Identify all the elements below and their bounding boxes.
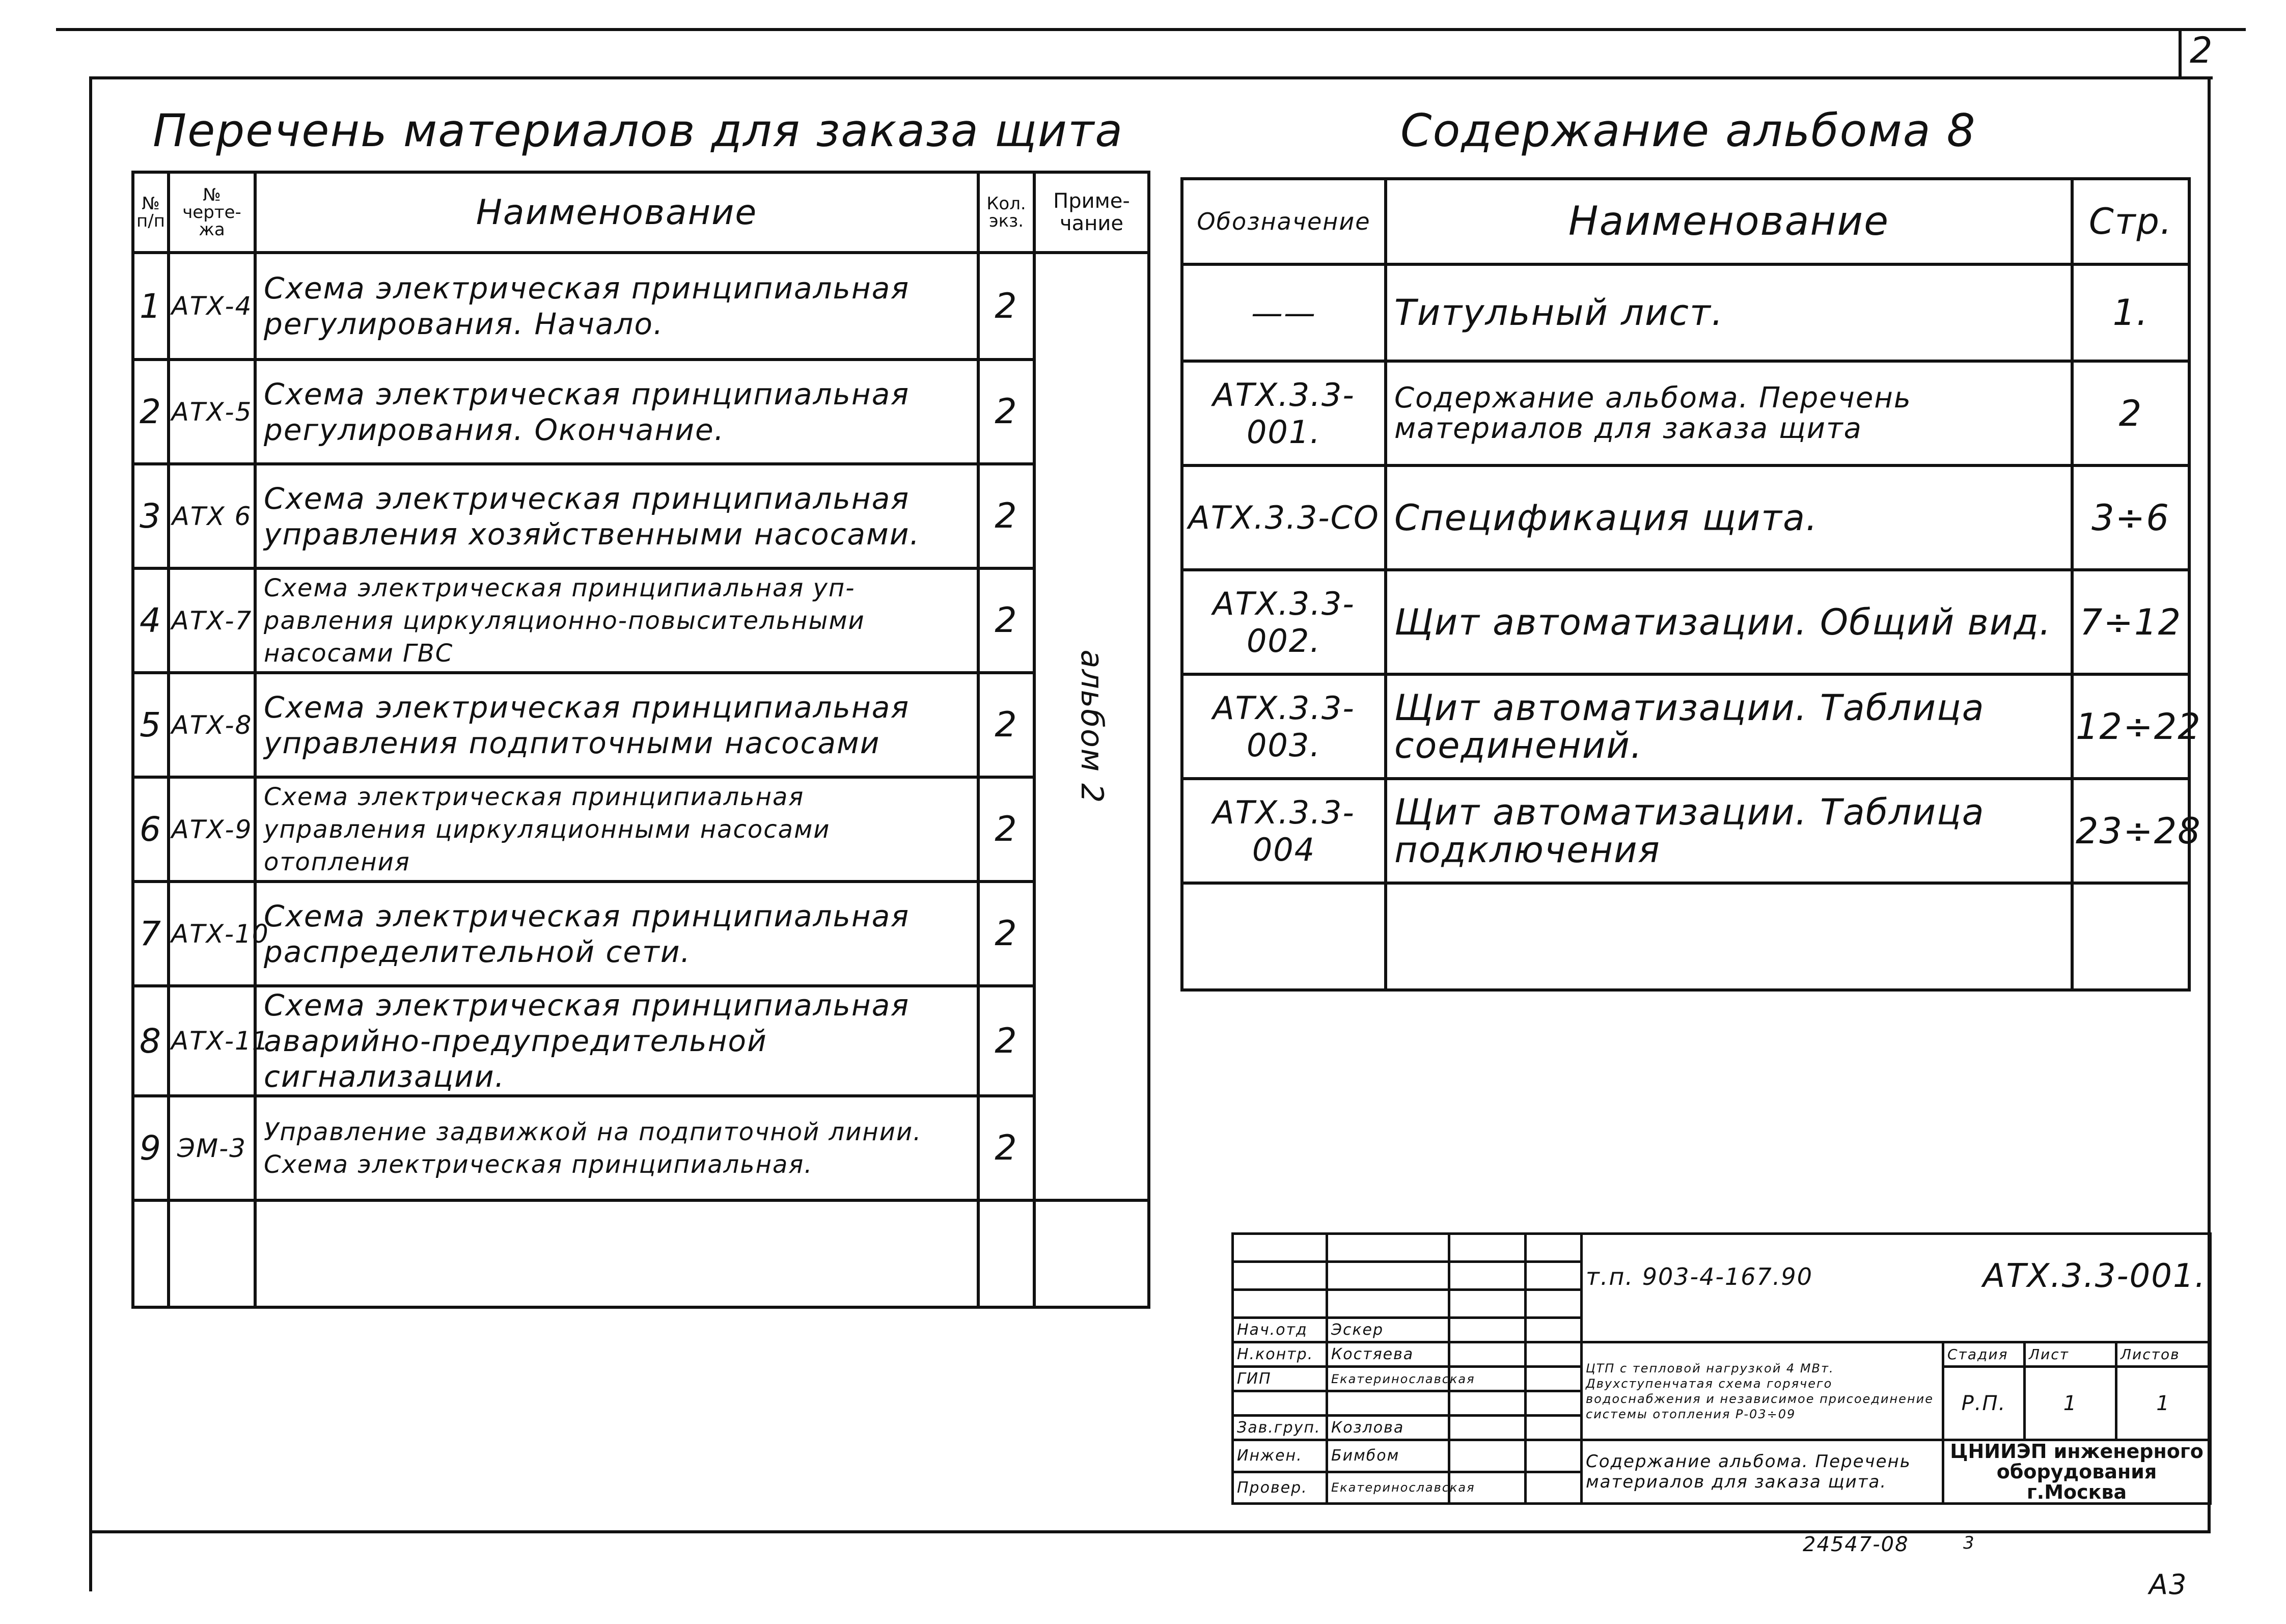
sheet-number-box-left	[2179, 28, 2182, 76]
table-row	[133, 986, 1149, 1096]
tb-role: Инжен.	[1233, 1440, 1327, 1472]
empty-cell	[255, 1200, 978, 1307]
tb-role: Н.контр.	[1233, 1342, 1327, 1367]
header-note: Приме- чание	[1034, 172, 1149, 253]
row-name: Схема электрическая принципиальная регулирования. Начало.	[255, 253, 978, 360]
table-row	[133, 568, 1149, 673]
row-name: Схема электрическая принципиальная распределительной сети.	[255, 882, 978, 986]
left-margin-line	[89, 1530, 92, 1591]
tb-empty	[1327, 1234, 1449, 1262]
tb-empty	[1449, 1262, 1526, 1290]
row-num: 3	[133, 464, 169, 568]
row-name: Управление задвижкой на подпиточной линии. Схема электрическая принципиальная.	[255, 1096, 978, 1200]
header-drawing: № черте- жа	[169, 172, 255, 253]
tb-signature	[1449, 1416, 1526, 1440]
table-row	[1182, 361, 2189, 465]
table-row-empty	[133, 1200, 1149, 1307]
empty-cell	[1386, 883, 2072, 990]
tb-date	[1526, 1472, 1582, 1504]
row-qty: 2	[978, 1096, 1034, 1200]
row-code: АТХ-9	[169, 777, 255, 882]
tb-empty	[1526, 1262, 1582, 1290]
row-code: АТХ 6	[169, 464, 255, 568]
tb-empty	[1582, 1318, 2211, 1342]
frame-inner-top-line	[89, 76, 2213, 79]
tb-role	[1233, 1391, 1327, 1416]
row-code: АТХ-11	[169, 986, 255, 1096]
contents-table	[1180, 177, 2201, 992]
sheet-number: 2	[2190, 30, 2214, 71]
row-num: 7	[133, 882, 169, 986]
row-qty: 2	[978, 673, 1034, 777]
row-qty: 2	[978, 253, 1034, 360]
tb-project-cell	[1582, 1234, 2211, 1318]
tb-person: Костяева	[1327, 1342, 1449, 1367]
tb-signature	[1449, 1342, 1526, 1367]
table-row	[1182, 674, 2189, 779]
contents-header-code: Обозначение	[1182, 179, 1386, 264]
tb-stage-label: Стадия	[1943, 1342, 2025, 1367]
row-num: 8	[133, 986, 169, 1096]
row-qty: 2	[978, 986, 1034, 1096]
contents-row-page: 1.	[2072, 264, 2189, 361]
contents-row-code: АТХ.3.3-СО	[1182, 465, 1386, 570]
contents-row-name: Щит автоматизации. Таблица подключения	[1386, 779, 2072, 883]
tb-sheet-label: Лист	[2025, 1342, 2116, 1367]
tb-date	[1526, 1342, 1582, 1367]
table-row	[1182, 465, 2189, 570]
row-qty: 2	[978, 777, 1034, 882]
contents-row-page: 2	[2072, 361, 2189, 465]
row-num: 2	[133, 360, 169, 464]
tb-empty	[1233, 1262, 1327, 1290]
inventory-number: 24547-08	[1803, 1533, 1909, 1556]
row-code: ЭМ-3	[169, 1096, 255, 1200]
row-code: АТХ-7	[169, 568, 255, 673]
contents-row-name: Содержание альбома. Перечень материалов для заказа щита	[1386, 361, 2072, 465]
empty-cell	[133, 1200, 169, 1307]
table-row	[133, 882, 1149, 986]
tb-person: Бимбом	[1327, 1440, 1449, 1472]
row-num: 4	[133, 568, 169, 673]
tb-sheets-label: Листов	[2116, 1342, 2211, 1367]
materials-table	[131, 171, 1150, 1309]
contents-title: Содержание альбома 8	[1400, 104, 1976, 157]
table-row	[133, 673, 1149, 777]
tb-signature	[1449, 1440, 1526, 1472]
tb-empty	[1233, 1234, 1327, 1262]
empty-cell	[1034, 1200, 1149, 1307]
header-qty: Кол. экз.	[978, 172, 1034, 253]
table-row	[1182, 779, 2189, 883]
table-row	[133, 253, 1149, 360]
note-album: альбом 2	[1073, 649, 1110, 804]
contents-row-code: АТХ.3.3-004	[1182, 779, 1386, 883]
row-code: АТХ-5	[169, 360, 255, 464]
tb-role: ГИП	[1233, 1367, 1327, 1391]
tb-organization: ЦНИИЭП инженерного оборудования г.Москва	[1943, 1440, 2211, 1504]
tb-doc-code: АТХ.3.3-001.	[1982, 1257, 2207, 1296]
row-num: 6	[133, 777, 169, 882]
header-name: Наименование	[255, 172, 978, 253]
contents-header-page: Стр.	[2072, 179, 2189, 264]
contents-row-page: 12÷22	[2072, 674, 2189, 779]
tb-empty	[1526, 1234, 1582, 1262]
tb-empty	[1449, 1234, 1526, 1262]
contents-row-code: АТХ.3.3-002.	[1182, 570, 1386, 674]
tb-date	[1526, 1367, 1582, 1391]
row-name: Схема электрическая принципиальная управления подпиточными насосами	[255, 673, 978, 777]
title-block	[1231, 1232, 2212, 1505]
tb-date	[1526, 1318, 1582, 1342]
contents-row-code: ——	[1182, 264, 1386, 361]
row-num: 5	[133, 673, 169, 777]
empty-cell	[978, 1200, 1034, 1307]
tb-empty	[1327, 1262, 1449, 1290]
table-row	[133, 464, 1149, 568]
row-code: АТХ-10	[169, 882, 255, 986]
tb-description: ЦТП с тепловой нагрузкой 4 МВт. Двухступенчатая схема горячего водоснабжения и независимое присоединение системы отопления Р-03÷09	[1582, 1342, 1943, 1440]
contents-row-code: АТХ.3.3-003.	[1182, 674, 1386, 779]
tb-date	[1526, 1416, 1582, 1440]
table-row	[1182, 264, 2189, 361]
tb-sheet: 1	[2025, 1367, 2116, 1440]
tb-empty	[1327, 1290, 1449, 1318]
frame-top-line	[56, 28, 2246, 31]
contents-row-name: Щит автоматизации. Общий вид.	[1386, 570, 2072, 674]
tb-project: т.п. 903-4-167.90	[1586, 1263, 1813, 1291]
table-row	[133, 1096, 1149, 1200]
row-code: АТХ-8	[169, 673, 255, 777]
tb-role: Зав.груп.	[1233, 1416, 1327, 1440]
tb-person	[1327, 1391, 1449, 1416]
tb-signature	[1449, 1391, 1526, 1416]
tb-date	[1526, 1440, 1582, 1472]
contents-header-name: Наименование	[1386, 179, 2072, 264]
tb-empty	[1233, 1290, 1327, 1318]
tb-date	[1526, 1391, 1582, 1416]
tb-doc-title: Содержание альбома. Перечень материалов для заказа щита.	[1582, 1440, 1943, 1504]
tb-signature	[1449, 1318, 1526, 1342]
row-name: Схема электрическая принципиальная регулирования. Окончание.	[255, 360, 978, 464]
tb-role: Провер.	[1233, 1472, 1327, 1504]
contents-row-page: 23÷28	[2072, 779, 2189, 883]
inventory-suffix: 3	[1963, 1533, 1975, 1553]
row-name: Схема электрическая принципиальная управления хозяйственными насосами.	[255, 464, 978, 568]
tb-empty	[1449, 1290, 1526, 1318]
tb-empty	[1526, 1290, 1582, 1318]
row-code: АТХ-4	[169, 253, 255, 360]
row-num: 1	[133, 253, 169, 360]
format-label: А3	[2149, 1568, 2188, 1601]
table-row-empty	[1182, 883, 2189, 990]
table-row	[133, 777, 1149, 882]
contents-row-name: Щит автоматизации. Таблица соединений.	[1386, 674, 2072, 779]
tb-person: Эскер	[1327, 1318, 1449, 1342]
contents-row-name: Спецификация щита.	[1386, 465, 2072, 570]
row-qty: 2	[978, 464, 1034, 568]
empty-cell	[2072, 883, 2189, 990]
header-num: № п/п	[133, 172, 169, 253]
empty-cell	[169, 1200, 255, 1307]
tb-stage: Р.П.	[1943, 1367, 2025, 1440]
tb-person: Козлова	[1327, 1416, 1449, 1440]
row-qty: 2	[978, 360, 1034, 464]
table-row	[133, 360, 1149, 464]
contents-row-page: 7÷12	[2072, 570, 2189, 674]
contents-row-name: Титульный лист.	[1386, 264, 2072, 361]
tb-person: Екатеринославская	[1327, 1367, 1449, 1391]
table-row	[1182, 570, 2189, 674]
note-merged-cell	[1034, 253, 1149, 1200]
contents-row-page: 3÷6	[2072, 465, 2189, 570]
contents-row-code: АТХ.3.3-001.	[1182, 361, 1386, 465]
row-qty: 2	[978, 882, 1034, 986]
tb-sheets: 1	[2116, 1367, 2211, 1440]
row-num: 9	[133, 1096, 169, 1200]
tb-role: Нач.отд	[1233, 1318, 1327, 1342]
row-name: Схема электрическая принципиальная управления циркуляционными насосами отопления	[255, 777, 978, 882]
empty-cell	[1182, 883, 1386, 990]
tb-person: Екатеринославская	[1327, 1472, 1449, 1504]
frame-left-line	[89, 76, 92, 1533]
row-name: Схема электрическая принципиальная аварийно-предупредительной сигнализации.	[255, 986, 978, 1096]
row-name: Схема электрическая принципиальная уп- равления циркуляционно-повысительными насосами ГВС	[255, 568, 978, 673]
row-qty: 2	[978, 568, 1034, 673]
materials-title: Перечень материалов для заказа щита	[153, 104, 1124, 157]
